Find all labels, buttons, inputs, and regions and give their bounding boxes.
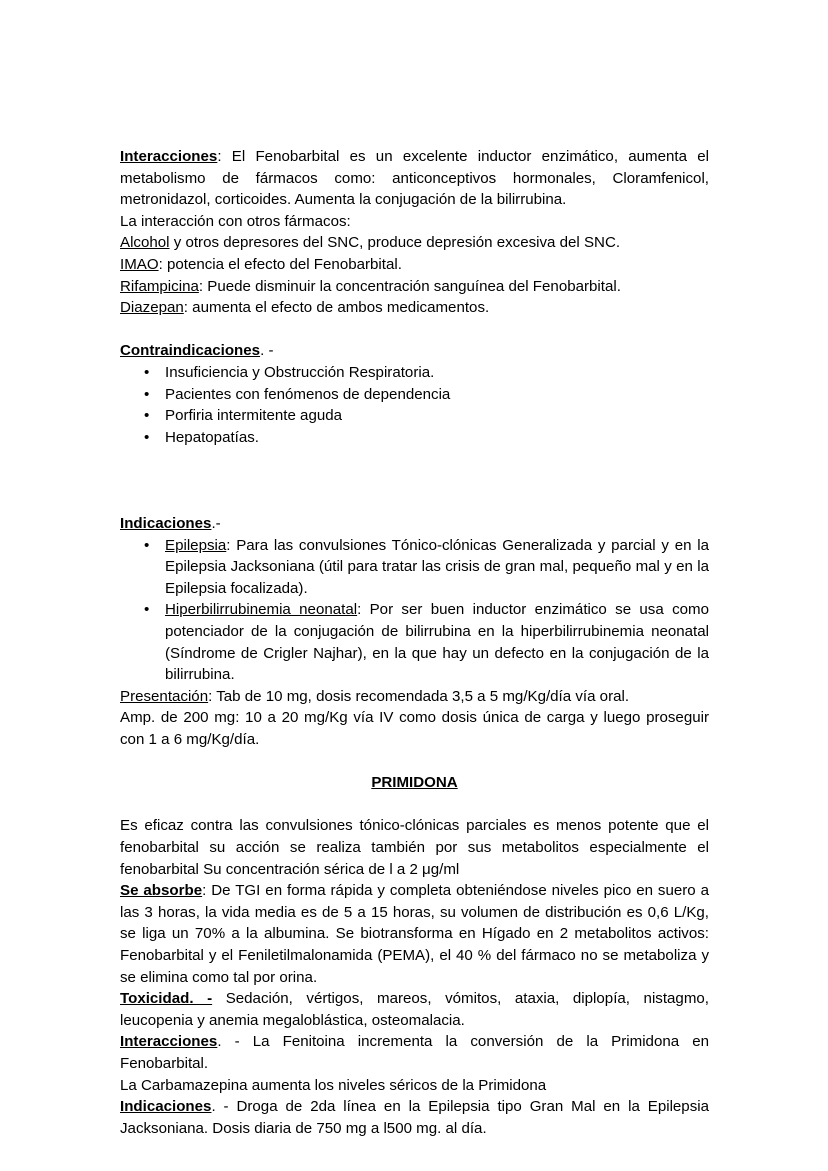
text-interacciones-body: El Fenobarbital es un excelente inductor enzimático, aumenta el metabolismo de fármacos como: anticonceptivos hormonales, Cloramfenicol, metronidazol, corticoides. Aumenta la conjugación de la bilirrubina. [120,148,709,209]
label-primidona-interacciones: Interacciones [120,1033,218,1051]
term-alcohol: Alcohol [120,234,170,252]
bullet-icon: • [144,363,150,381]
text-rifampicina-rest: : Puede disminuir la concentración sanguínea del Fenobarbital. [198,277,621,295]
paragraph-interaccion-alcohol [120,232,709,254]
label-indicaciones: Indicaciones [120,515,212,533]
text-interaccion-intro: La interacción con otros fármacos: [120,212,351,230]
list-item-label: Insuficiencia y Obstrucción Respiratoria. [165,363,435,381]
paragraph-primidona-carbamazepina [120,1075,709,1097]
spacer-large [120,448,709,513]
heading-indicaciones [120,513,709,535]
paragraph-interaccion-rifampicina [120,276,709,298]
list-item [120,362,709,384]
bullet-icon: • [144,407,150,425]
list-item-label: Hepatopatías. [165,428,259,446]
paragraph-toxicidad [120,988,709,1031]
list-item [120,384,709,406]
text-presentacion-body: : Tab de 10 mg, dosis recomendada 3,5 a 5 mg/Kg/día vía oral. [208,687,630,705]
label-primidona-indicaciones: Indicaciones [120,1098,212,1116]
text-primidona-interacciones-body: . - La Fenitoina incrementa la conversión de la Primidona en Fenobarbital. [120,1033,709,1072]
text-primidona-intro: Es eficaz contra las convulsiones tónico-clónicas parciales es menos potente que el fenobarbital su acción se realiza también por sus metabolitos especialmente el fenobarbital Su concentración sérica de l a 2 μg/ml [120,817,709,878]
list-indicaciones [120,535,709,686]
term-imao: IMAO [120,255,159,273]
list-contraindicaciones [120,362,709,448]
label-interacciones: Interacciones [120,148,218,165]
bullet-icon: • [144,428,150,446]
spacer [120,319,709,341]
paragraph-presentacion [120,686,709,708]
heading-primidona: PRIMIDONA [371,774,458,792]
text-toxicidad-body: Sedación, vértigos, mareos, vómitos, ataxia, diplopía, nistagmo, leucopenia y anemia megaloblástica, osteomalacia. [120,990,709,1029]
list-item [120,599,709,685]
label-interacciones-suffix: : [217,148,222,165]
term-rifampicina: Rifampicina [120,277,199,295]
spacer [120,751,709,773]
text-se-absorbe-body: : De TGI en forma rápida y completa obteniéndose niveles pico en suero a las 3 horas, la vida media es de 5 a 15 horas, su volumen de distribución es 0,6 L/Kg, se liga un 70% a la albumina. Se biotransforma en Hígado en 2 metabolitos activos: Fenobarbital y el Feniletilmalonamida (PEMA), el 40 % del fármaco no se metaboliza y se elimina como tal por orina. [120,882,710,986]
paragraph-primidona-interacciones [120,1031,709,1074]
paragraph-primidona-intro [120,815,709,880]
text-primidona-indicaciones-body: . - Droga de 2da línea en la Epilepsia tipo Gran Mal en la Epilepsia Jacksoniana. Dosis diaria de 750 mg a l500 mg. al día. [120,1098,709,1137]
document-body [120,146,709,1139]
label-se-absorbe: Se absorbe [120,882,203,900]
text-alcohol-rest: y otros depresores del SNC, produce depresión excesiva del SNC. [169,234,621,252]
list-item-label: Pacientes con fenómenos de dependencia [165,385,451,403]
label-presentacion: Presentación [120,687,209,705]
term-diazepan: Diazepan [120,299,184,317]
bullet-icon: • [144,385,150,403]
list-item [120,427,709,449]
label-toxicidad: Toxicidad. - [120,990,213,1008]
text-epilepsia-rest: : Para las convulsiones Tónico-clónicas Generalizada y parcial y en la Epilepsia Jacksoniana (útil para tratar las crisis de gran mal, pequeño mal y en la Epilepsia focalizada). [165,536,709,597]
text-presentacion-ampolla: Amp. de 200 mg: 10 a 20 mg/Kg vía IV como dosis única de carga y luego proseguir con 1 a 6 mg/Kg/día. [120,709,709,749]
list-item-label: Porfiria intermitente aguda [165,407,343,425]
list-item [120,405,709,427]
paragraph-primidona-indicaciones [120,1096,709,1139]
paragraph-presentacion-ampolla [120,707,709,750]
term-hiperbilirrubinemia-neonatal: Hiperbilirrubinemia neonatal [165,601,358,619]
text-hiperbilirrubinemia-rest: : Por ser buen inductor enzimático se usa como potenciador de la conjugación de bilirrubina en la hiperbilirrubinemia neonatal (Síndrome de Crigler Najhar), en la que hay un defecto en la conjugación de la bilirrubina. [165,601,709,684]
paragraph-interaccion-diazepan [120,297,709,319]
text-imao-rest: : potencia el efecto del Fenobarbital. [158,255,402,273]
text-primidona-carbamazepina: La Carbamazepina aumenta los niveles séricos de la Primidona [120,1076,547,1094]
term-epilepsia: Epilepsia [165,536,227,554]
list-item [120,535,709,600]
label-contraindicaciones: Contraindicaciones [120,342,261,360]
heading-contraindicaciones [120,340,709,362]
bullet-icon: • [144,536,150,554]
paragraph-se-absorbe [120,880,709,988]
text-diazepan-rest: : aumenta el efecto de ambos medicamentos. [183,299,490,317]
label-contraindicaciones-suffix: . - [260,342,274,360]
paragraph-fenobarbital-interacciones [120,146,709,211]
label-indicaciones-suffix: .- [211,515,221,533]
spacer [120,794,709,816]
paragraph-interaccion-intro [120,211,709,233]
paragraph-interaccion-imao [120,254,709,276]
bullet-icon: • [144,601,150,619]
